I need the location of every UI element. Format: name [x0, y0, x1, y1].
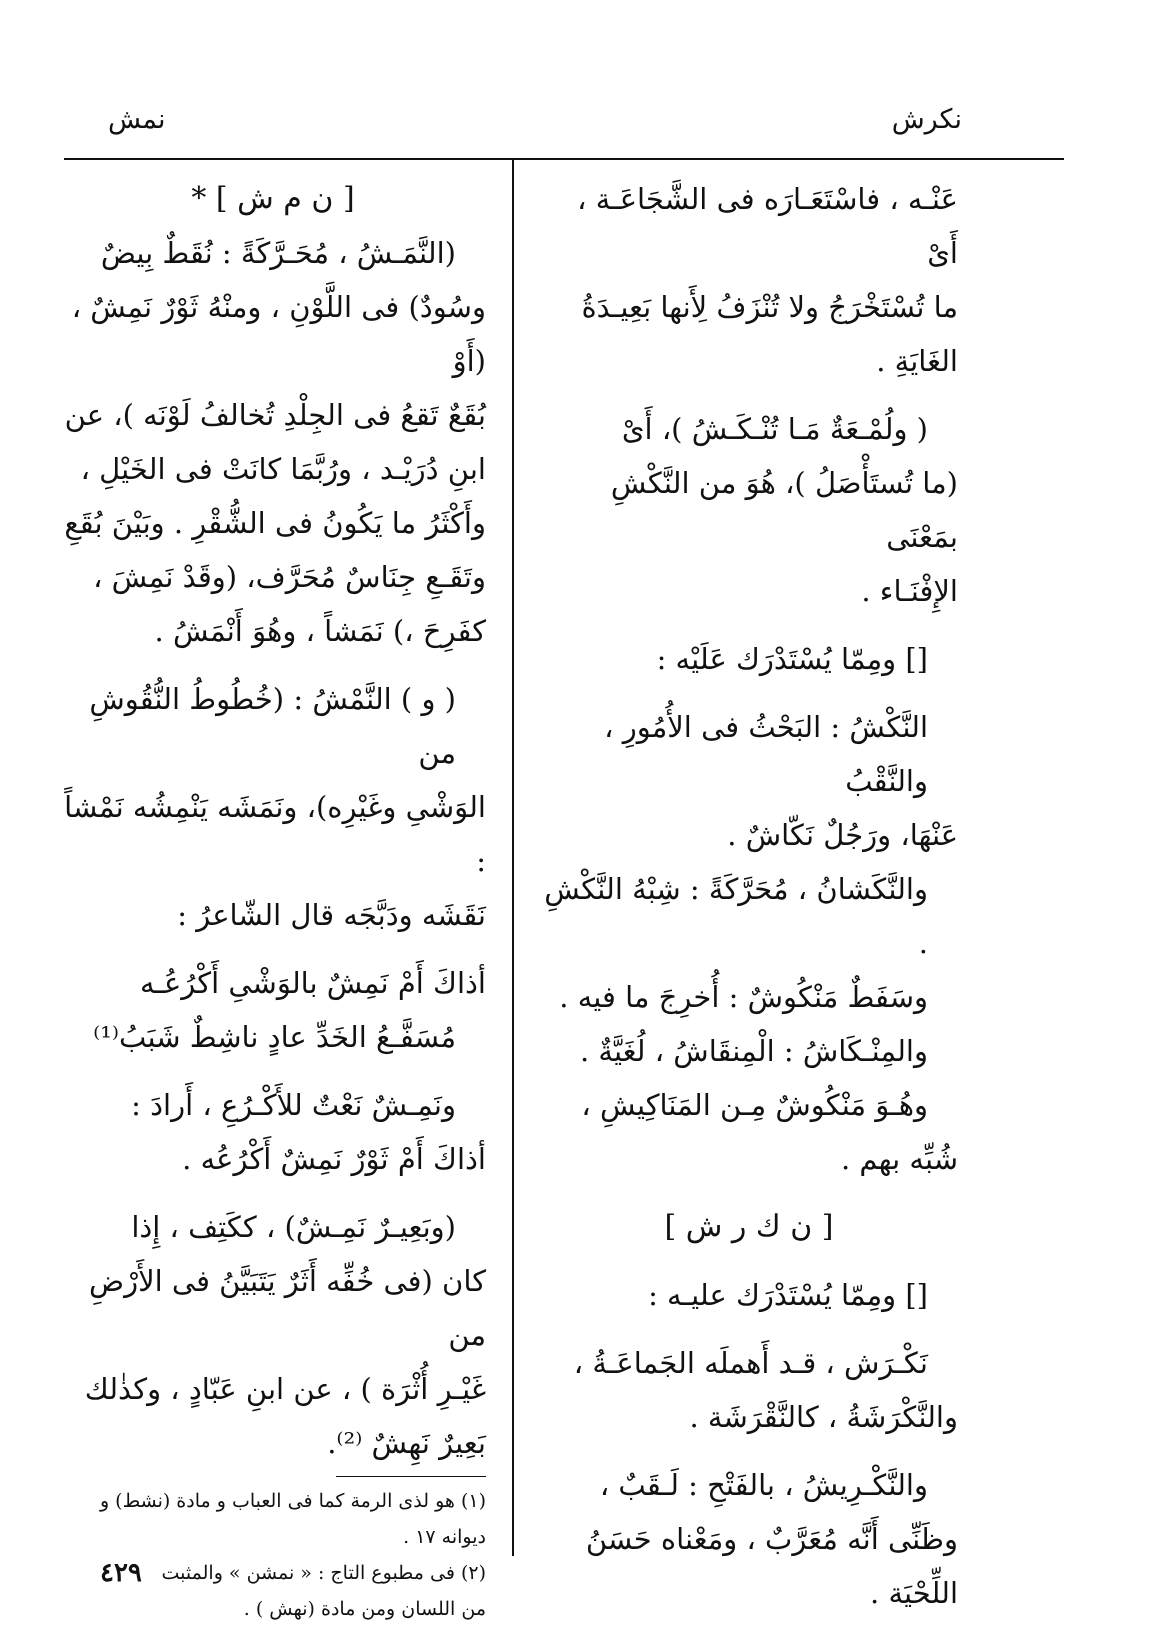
text-line: (وبَعِيـرٌ نَمِـشٌ) ، ككَتِف ، إِذا — [131, 1210, 456, 1244]
footnote: من اللسان ومن مادة (نهش ) . — [243, 1598, 486, 1620]
footnote: (٢) فى مطبوع التاج : « نمشن » والمثبت — [161, 1562, 486, 1584]
text-line: الغَايَةِ . — [876, 344, 958, 378]
footnote: (١) هو لذى الرمة كما فى العباب و مادة (نشط) و ديوانه ١٧ . — [99, 1490, 486, 1548]
text-line: شُبِّه بهم . — [841, 1142, 958, 1176]
text-line: الإِفْنَـاء . — [861, 574, 958, 608]
mustadrak-note: [] ومِمّا يُسْتَدْرَك عَلَيْه : — [656, 642, 928, 676]
text-line: ابنِ دُرَيْـد ، ورُبَّمَا كانَتْ فى الخَيْلِ ، — [80, 452, 486, 486]
text-line: (النَّمَـشُ ، مُحَـرَّكَةً : نُقَطٌ بِيضٌ — [100, 236, 456, 270]
footnote-rule — [336, 1476, 486, 1477]
text-line: ( و ) النَّمْشُ : (خُطُوطُ النُّقُوشِ من — [89, 682, 456, 770]
header-rule — [64, 158, 1064, 160]
text-line: وظَنِّى أَنَّه مُعَرَّبٌ ، ومَعْناه حَسَنُ اللِّحْيَة . — [585, 1522, 958, 1610]
text-line: ( ولُمْـعَةٌ مَـا تُنْـكَـشُ )، أَىْ — [621, 412, 928, 446]
text-line: كفَرِحَ ،) نَمَشاً ، وهُوَ أَنْمَشُ . — [154, 614, 486, 648]
left-column — [60, 172, 486, 1627]
text-line: عَنْـه ، فاسْتَعَـارَه فى الشَّجَاعَـة ، أَىْ — [577, 182, 958, 270]
text-line: ونَمِـشٌ نَعْتٌ للأَكْـرُعِ ، أَرادَ : — [131, 1088, 456, 1122]
text-line: والنَّكَشانُ ، مُحَرَّكَةً : شِبْهُ النَّكْشِ . — [544, 872, 928, 960]
entry-heading: [ ن م ش ] * — [191, 181, 355, 216]
page-number: ٤٢٩ — [100, 1558, 142, 1588]
text-line: وهُـوَ مَنْكُوشٌ مِـن المَنَاكِيشِ ، — [581, 1088, 928, 1122]
text-line: وتَقَـعِ جِنَاسٌ مُحَرَّف، (وقَدْ نَمِشَ ، — [93, 560, 486, 594]
column-divider — [512, 158, 514, 1556]
text-line: نَكْـرَش ، قـد أَهملَه الجَماعَـةُ ، — [573, 1346, 928, 1380]
running-head-right: نكرش — [891, 104, 962, 135]
text-line: (ما تُستَأْصَلُ )، هُوَ من النَّكْشِ بمَعْنَى — [610, 466, 958, 554]
text-line: نَقَشَه ودَبَّجَه قال الشّاعرُ : — [177, 898, 486, 932]
footnotes — [60, 1483, 486, 1627]
right-column — [540, 172, 958, 1620]
text-line: والنَّكْرَشَةُ ، كالنَّقْرَشَة . — [689, 1400, 958, 1434]
text-line: وسُودٌ) فى اللَّوْنِ ، ومنْهُ ثَوْرٌ نَمِشٌ ، (أَوْ — [71, 290, 486, 378]
text-line: بَعِيرٌ نَهِشٌ ⁽²⁾. — [327, 1426, 486, 1460]
entry-heading: [ ن ك ر ش ] — [664, 1209, 834, 1244]
text-line: وأَكْثَرُ ما يَكُونُ فى الشُّقْرِ . وبَيْنَ بُقَعِ — [64, 506, 486, 540]
text-line: الوَشْىِ وغَيْرِه)، ونَمَشَه يَنْمِشُه نَمْشاً : — [64, 790, 486, 878]
text-line: ما تُسْتَخْرَجُ ولا تُنْزَفُ لِأَنها بَعِيـدَةُ — [581, 290, 958, 324]
verse-line: أذاكَ أَمْ نَمِشٌ بالوَشْىِ أَكْرُعُـه — [139, 966, 486, 1000]
text-line: وسَفَطٌ مَنْكُوشٌ : أُخرِجَ ما فيه . — [559, 980, 928, 1014]
text-line: والمِنْـكَاشُ : الْمِنقَاشُ ، لُغَيَّةٌ . — [579, 1034, 928, 1068]
text-line: والنَّكْـرِيشُ ، بالفَتْحِ : لَـقَبٌ ، — [599, 1468, 928, 1502]
text-line: عَنْهَا، ورَجُلٌ نَكّاشٌ . — [727, 818, 958, 852]
verse-line: مُسَفَّـعُ الخَدِّ عادٍ ناشِطٌ شَبَبُ⁽¹⁾ — [93, 1020, 456, 1054]
text-line: أذاكَ أَمْ ثَوْرٌ نَمِشٌ أَكْرُعُه . — [182, 1142, 486, 1176]
mustadrak-note: [] ومِمّا يُسْتَدْرَك عليـه : — [648, 1278, 928, 1312]
running-head-left: نمش — [108, 104, 166, 135]
text-line: كان (فى خُفِّه أَثَرٌ يَتَبَيَّنُ فى الأَرْضِ من — [89, 1264, 486, 1352]
text-line: بُقَعٌ تَقعُ فى الجِلْدِ تُخالفُ لَوْنَه )، عن — [64, 398, 486, 432]
text-line: غَيْـرِ أُثْرَة ) ، عن ابنِ عَبّادٍ ، وكذٰلك — [84, 1372, 486, 1406]
text-line: النَّكْشُ : البَحْثُ فى الأُمُورِ ، والنَّقْبُ — [604, 710, 928, 798]
